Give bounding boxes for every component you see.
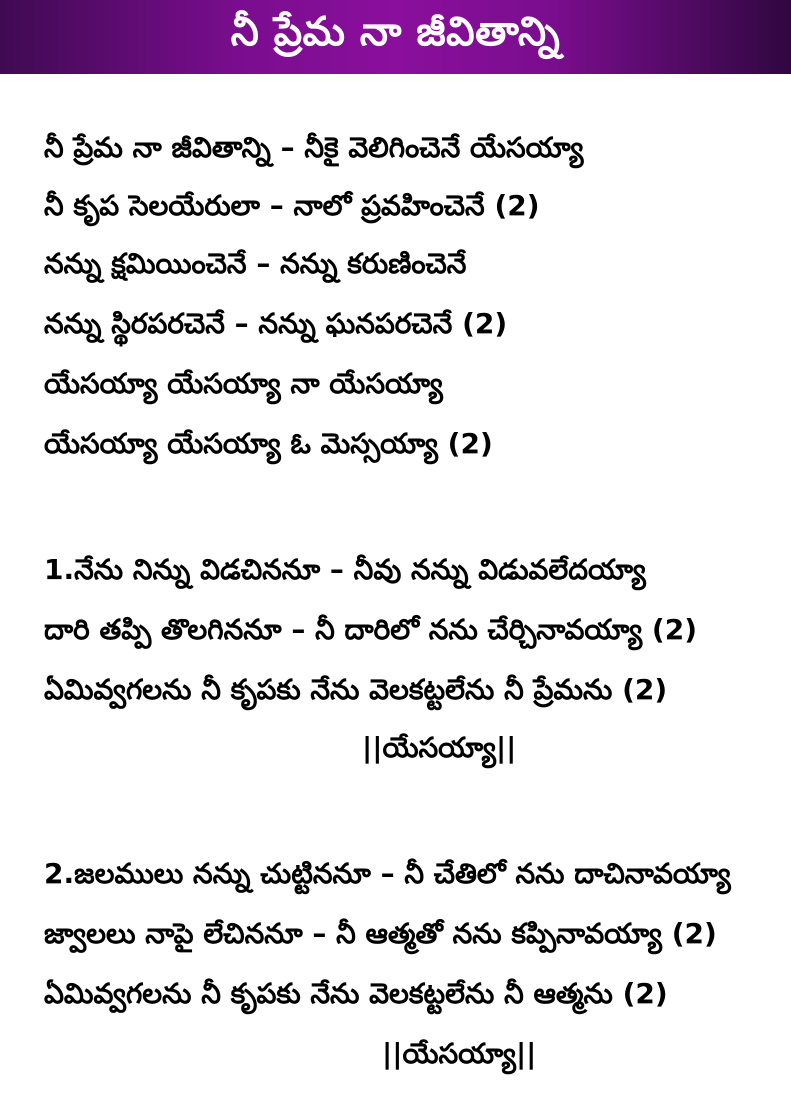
chorus-line-6: యేసయ్యా యేసయ్యా ఓ మెస్సయ్యా (2) bbox=[44, 427, 493, 460]
chorus-line-2: నీ కృప సెలయేరులా – నాలో ప్రవహించెనే (2) bbox=[44, 189, 540, 222]
verse2-refrain: ||యేసయ్యా|| bbox=[382, 1037, 537, 1070]
song-title: నీ ప్రేమ నా జీవితాన్ని bbox=[230, 9, 561, 55]
chorus-line-1: నీ ప్రేమ నా జీవితాన్ని – నీకై వెలిగించెనే యేసయ్యా bbox=[44, 131, 584, 164]
verse1-line-1: 1.నేను నిన్ను విడచిననూ – నీవు నన్ను విడువలేదయ్యా bbox=[44, 553, 646, 586]
verse2-line-1: 2.జలములు నన్ను చుట్టిననూ – నీ చేతిలో నను దాచినావయ్యా bbox=[44, 857, 731, 890]
verse2-line-3: ఏమివ్వగలను నీ కృపకు నేను వెలకట్టలేను నీ ఆత్మను (2) bbox=[44, 977, 668, 1010]
chorus-line-5: యేసయ్యా యేసయ్యా నా యేసయ్యా bbox=[44, 367, 443, 400]
chorus-line-3: నన్ను క్షమియించెనే – నన్ను కరుణించెనే bbox=[44, 247, 467, 280]
title-banner bbox=[0, 0, 791, 74]
verse1-refrain: ||యేసయ్యా|| bbox=[362, 731, 517, 764]
verse1-line-2: దారి తప్పి తొలగిననూ – నీ దారిలో నను చేర్చినావయ్యా (2) bbox=[44, 613, 697, 646]
chorus-line-4: నన్ను స్థిరపరచెనే – నన్ను ఘనపరచెనే (2) bbox=[44, 307, 508, 340]
verse2-line-2: జ్వాలలు నాపై లేచిననూ – నీ ఆత్మతో నను కప్పినావయ్యా (2) bbox=[44, 917, 717, 950]
verse1-line-3: ఏమివ్వగలను నీ కృపకు నేను వెలకట్టలేను నీ ప్రేమను (2) bbox=[44, 673, 668, 706]
